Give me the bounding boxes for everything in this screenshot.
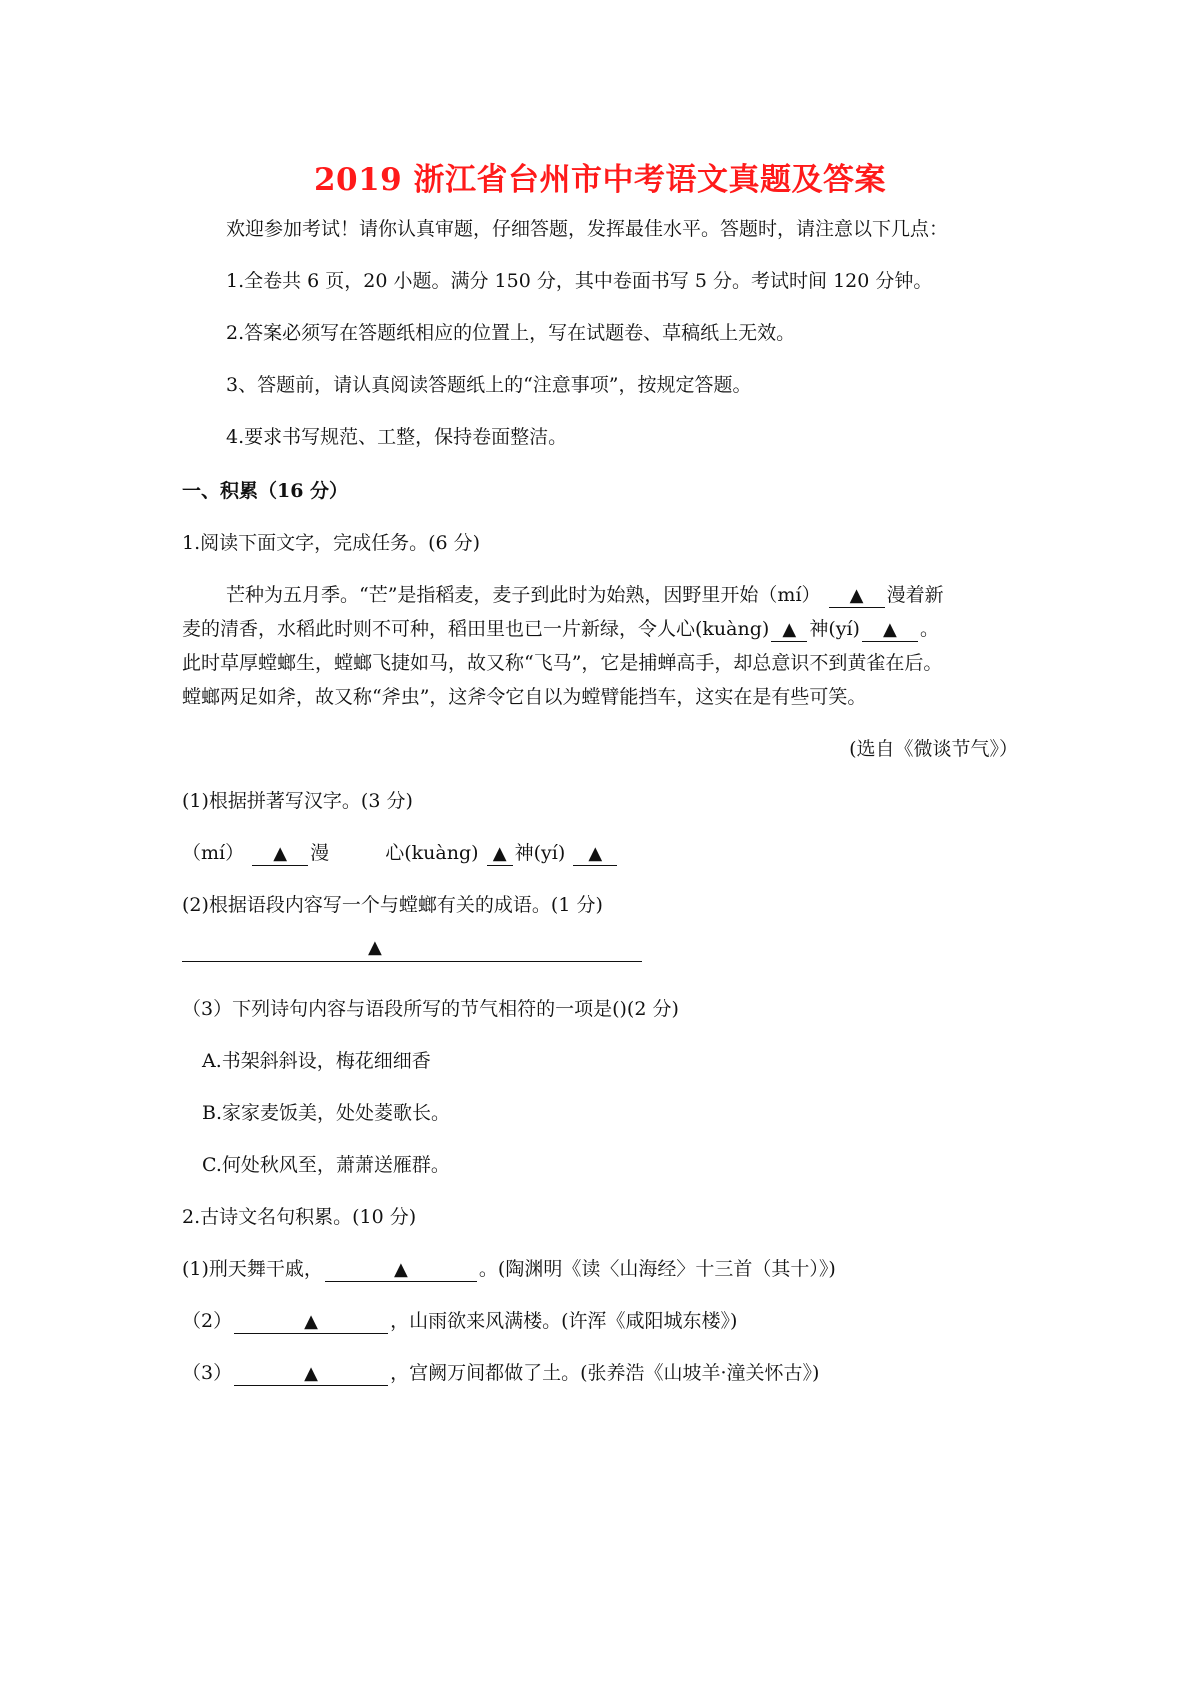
option-c[interactable]: C.何处秋风至，萧萧送雁群。 xyxy=(202,1154,450,1176)
triangle-marker-icon: ▲ xyxy=(588,843,603,864)
intro-note-4: 4.要求书写规范、工整，保持卷面整洁。 xyxy=(226,426,568,448)
sub-question-1-answer-row xyxy=(182,839,619,867)
intro-note-3: 3、答题前，请认真阅读答题纸上的“注意事项”，按规定答题。 xyxy=(226,374,752,396)
answer-blank[interactable] xyxy=(829,583,885,608)
answer-blank[interactable] xyxy=(234,1361,388,1386)
intro-note-1: 1.全卷共 6 页，20 小题。满分 150 分，其中卷面书写 5 分。考试时间 120 分钟。 xyxy=(226,270,933,292)
passage-text: 麦的清香，水稻此时则不可种，稻田里也已一片新绿，令人心(kuàng) xyxy=(182,618,770,640)
q2-item-1 xyxy=(182,1255,836,1283)
triangle-marker-icon: ▲ xyxy=(849,585,864,606)
passage-text: 。 xyxy=(919,618,939,640)
question-2-stem: 2.古诗文名句积累。(10 分) xyxy=(182,1206,417,1228)
triangle-marker-icon: ▲ xyxy=(394,1259,408,1280)
idiom-answer-line[interactable] xyxy=(182,937,642,962)
q2-item-3 xyxy=(182,1359,819,1387)
answer-blank[interactable] xyxy=(487,841,513,866)
item-text: ，宫阙万间都做了土。(张养浩《山坡羊·潼关怀古》) xyxy=(390,1362,820,1384)
passage-text: 漫着新 xyxy=(886,584,944,606)
answer-blank[interactable] xyxy=(771,617,807,642)
option-b[interactable]: B.家家麦饭美，处处菱歌长。 xyxy=(202,1102,451,1124)
triangle-marker-icon: ▲ xyxy=(304,1311,319,1332)
answer-blank[interactable] xyxy=(252,841,308,866)
passage-line-2 xyxy=(182,615,939,643)
answer-blank[interactable] xyxy=(862,617,918,642)
q2-item-2 xyxy=(182,1307,737,1335)
passage-line-3: 此时草厚螳螂生，螳螂飞捷如马，故又称“飞马”，它是捕蝉高手，却总意识不到黄雀在后。 xyxy=(182,652,943,674)
passage-text: 神(yí) xyxy=(809,618,860,640)
answer-blank[interactable] xyxy=(325,1257,477,1282)
pinyin-label: 神(yí) xyxy=(514,842,566,864)
passage-text: 芒种为五月季。“芒”是指稻麦，麦子到此时为始熟，因野里开始（mí） xyxy=(226,584,821,606)
item-text: 。(陶渊明《读〈山海经〉十三首（其十）》) xyxy=(478,1258,836,1280)
item-text: ，山雨欲来风满楼。(许浑《咸阳城东楼》) xyxy=(390,1310,738,1332)
pinyin-label: 心(kuàng) xyxy=(385,842,479,864)
triangle-marker-icon: ▲ xyxy=(304,1363,319,1384)
triangle-marker-icon: ▲ xyxy=(492,843,507,864)
sub-question-3: （3）下列诗句内容与语段所写的节气相符的一项是()(2 分) xyxy=(182,998,679,1020)
question-1-stem: 1.阅读下面文字，完成任务。(6 分) xyxy=(182,532,481,554)
item-number: （2） xyxy=(182,1310,233,1332)
sub-question-1: (1)根据拼著写汉字。(3 分) xyxy=(182,790,413,812)
sub-question-2: (2)根据语段内容写一个与螳螂有关的成语。(1 分) xyxy=(182,894,603,916)
triangle-marker-icon: ▲ xyxy=(273,843,288,864)
option-a[interactable]: A.书架斜斜设，梅花细细香 xyxy=(202,1050,431,1072)
item-text: (1)刑天舞干戚， xyxy=(182,1258,323,1280)
document-title: 2019 浙江省台州市中考语文真题及答案 xyxy=(313,162,887,198)
triangle-marker-icon: ▲ xyxy=(883,619,897,640)
pinyin-label: 漫 xyxy=(310,842,330,864)
passage-line-4: 螳螂两足如斧，故又称“斧虫”，这斧令它自以为螳臂能挡车，这实在是有些可笑。 xyxy=(182,686,867,708)
passage-source: (选自《微谈节气》） xyxy=(849,738,1018,760)
intro-welcome: 欢迎参加考试！请你认真审题，仔细答题，发挥最佳水平。答题时，请注意以下几点： xyxy=(226,218,949,240)
answer-blank[interactable] xyxy=(234,1309,388,1334)
section-heading: 一、积累（16 分） xyxy=(182,480,349,502)
triangle-marker-icon: ▲ xyxy=(368,937,382,958)
answer-blank[interactable] xyxy=(573,841,617,866)
pinyin-label: （mí） xyxy=(182,842,245,864)
intro-note-2: 2.答案必须写在答题纸相应的位置上，写在试题卷、草稿纸上无效。 xyxy=(226,322,796,344)
item-number: （3） xyxy=(182,1362,233,1384)
triangle-marker-icon: ▲ xyxy=(782,619,797,640)
passage-line-1 xyxy=(226,581,944,609)
